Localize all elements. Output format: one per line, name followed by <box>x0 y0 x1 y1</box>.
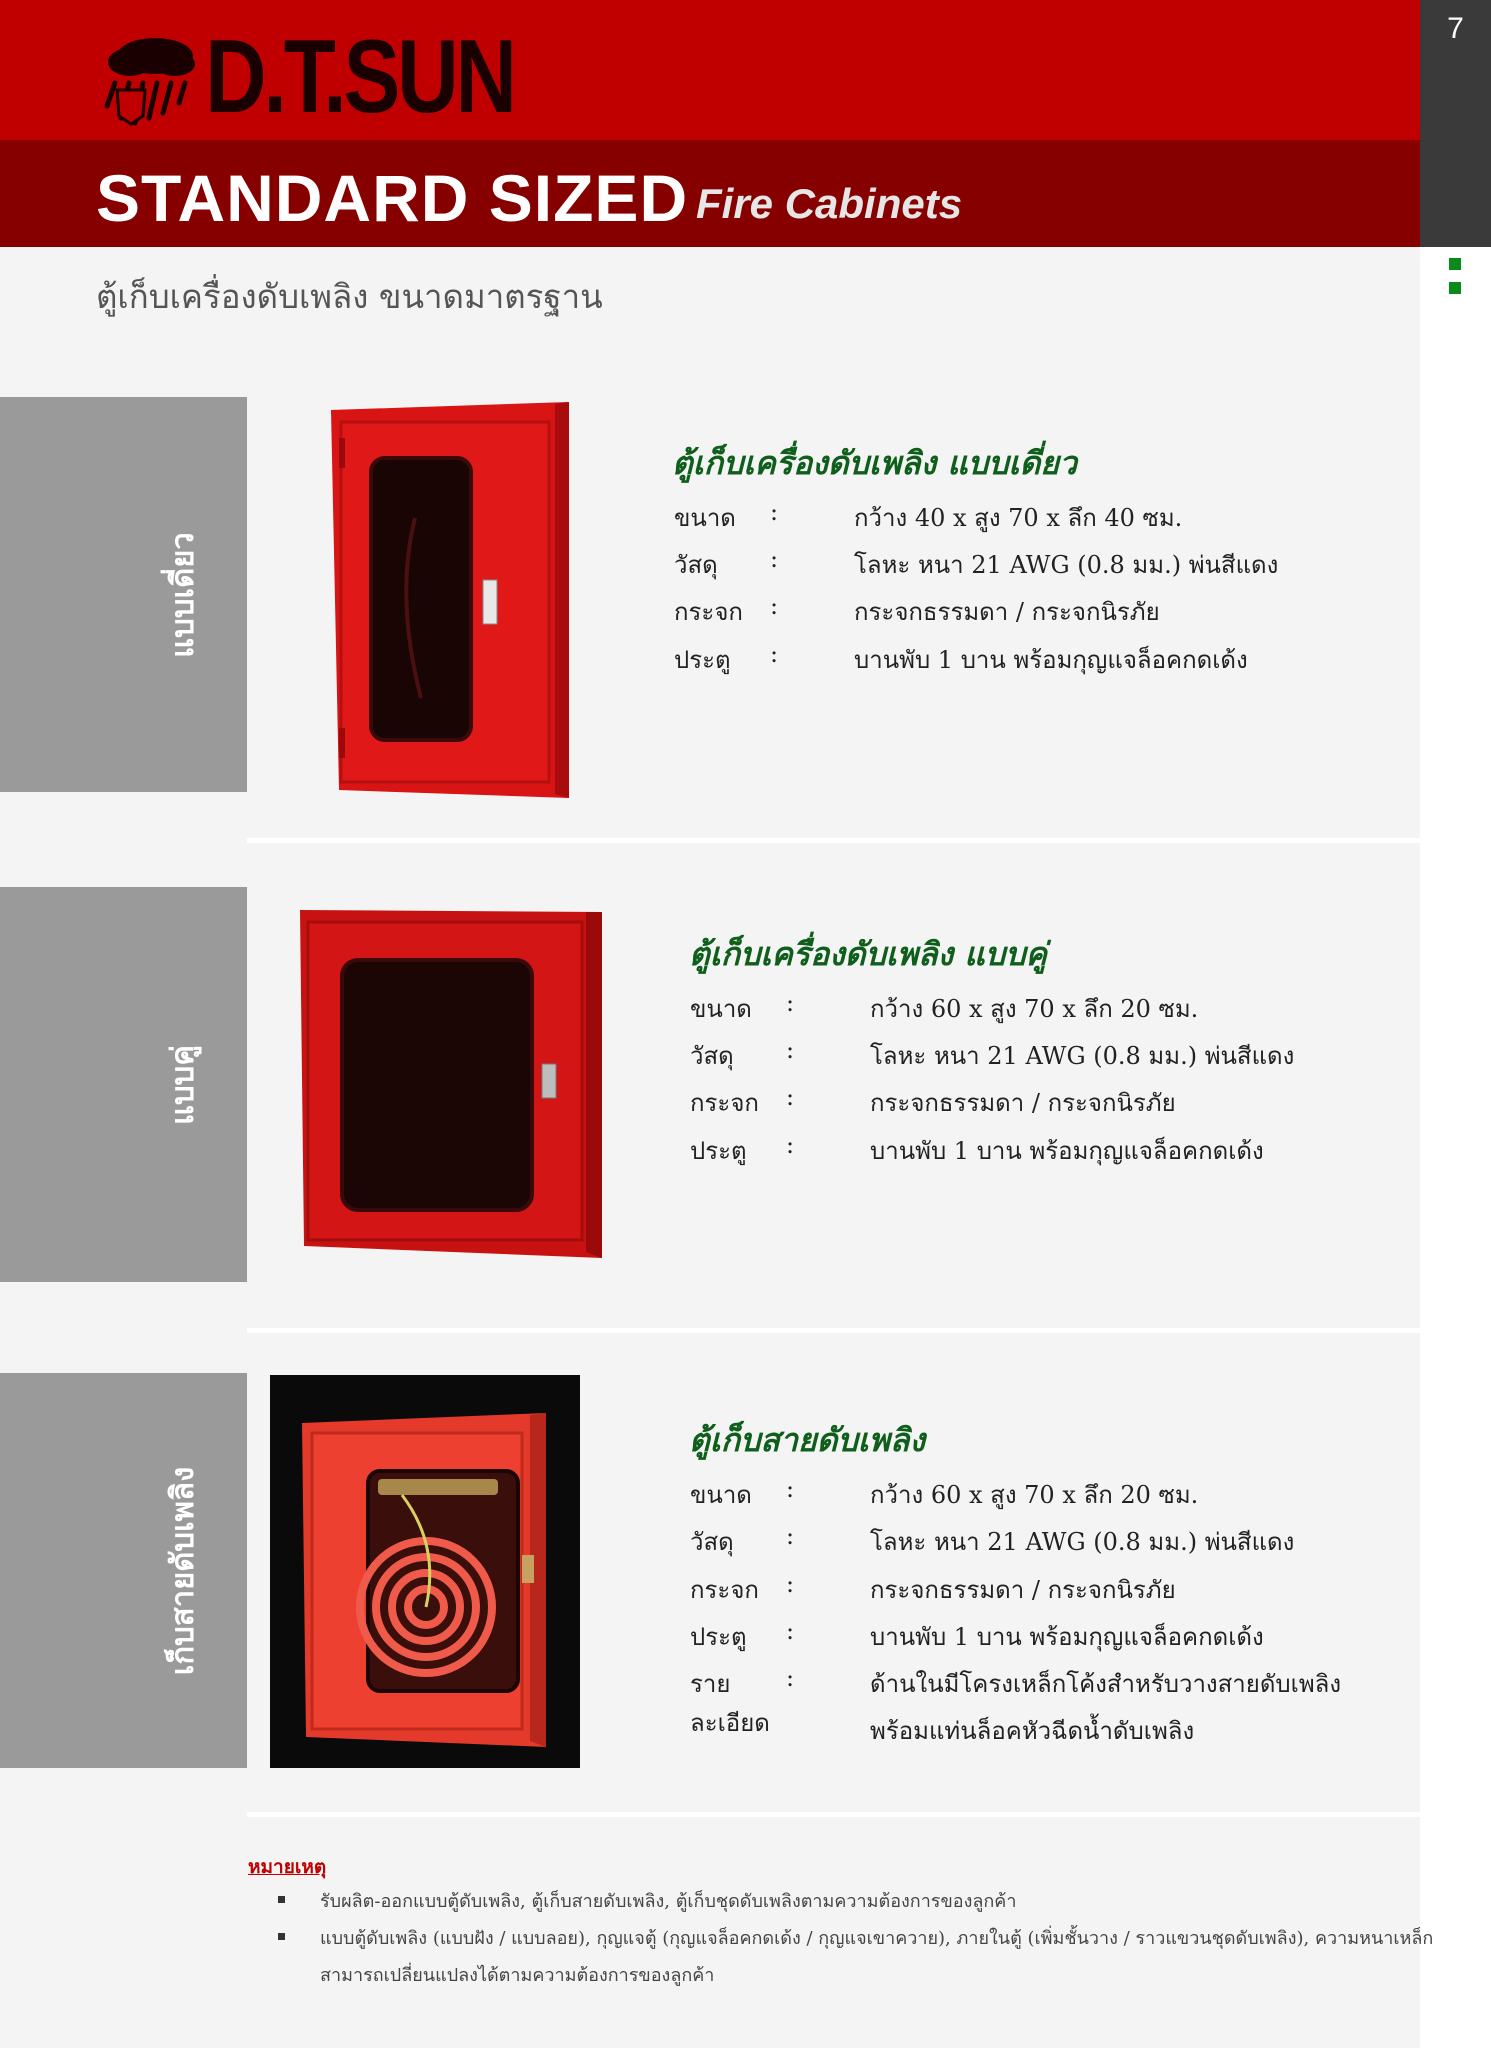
spec-value: โลหะ หนา 21 AWG (0.8 มม.) พ่นสีแดง <box>854 551 1279 579</box>
spec-label: รายละเอียด <box>690 1670 770 1737</box>
section-divider <box>247 1812 1420 1817</box>
spec-label: วัสดุ <box>690 1528 734 1556</box>
spec-value: โลหะ หนา 21 AWG (0.8 มม.) พ่นสีแดง <box>870 1528 1295 1556</box>
thai-subtitle: ตู้เก็บเครื่องดับเพลิง ขนาดมาตรฐาน <box>96 277 603 316</box>
side-tab-single <box>0 397 247 792</box>
notes-title: หมายเหตุ <box>248 1856 327 1878</box>
spec-value: กว้าง 40 x สูง 70 x ลึก 40 ซม. <box>854 504 1183 532</box>
spec-label: กระจก <box>690 1576 759 1604</box>
spec-colon: : <box>786 1617 795 1645</box>
fire-hose-cabinet-image <box>270 1375 580 1768</box>
page-subtitle: Fire Cabinets <box>696 180 963 227</box>
spec-label: ประตู <box>690 1137 747 1165</box>
section-divider <box>247 838 1420 843</box>
spec-value: บานพับ 1 บาน พร้อมกุญแจล็อคกดเด้ง <box>854 646 1248 674</box>
spec-value: โลหะ หนา 21 AWG (0.8 มม.) พ่นสีแดง <box>870 1042 1295 1070</box>
bullet-icon <box>278 1933 285 1940</box>
spec-colon: : <box>770 545 779 573</box>
side-tab-label: แบบเดี่ยว <box>165 531 201 658</box>
brand-logo <box>95 19 515 135</box>
note-item-continued: สามารถเปลี่ยนแปลงได้ตามความต้องการของลูกค้า <box>320 1965 715 1986</box>
spec-value: กระจกธรรมดา / กระจกนิรภัย <box>870 1576 1176 1604</box>
single-fire-cabinet-image <box>325 398 575 803</box>
green-marker-icon <box>1449 258 1461 270</box>
spec-label: ขนาด <box>690 995 752 1023</box>
side-tab-hose <box>0 1373 247 1768</box>
spec-value: กระจกธรรมดา / กระจกนิรภัย <box>854 598 1160 626</box>
double-fire-cabinet-image <box>296 906 606 1261</box>
product-title: ตู้เก็บเครื่องดับเพลิง แบบเดี่ยว <box>672 444 1077 482</box>
side-tab-double <box>0 887 247 1282</box>
note-item: รับผลิต-ออกแบบตู้ดับเพลิง, ตู้เก็บสายดับเพลิง, ตู้เก็บชุดดับเพลิงตามความต้องการของลูกค้า <box>320 1891 1017 1912</box>
spec-colon: : <box>770 498 779 526</box>
spec-value: บานพับ 1 บาน พร้อมกุญแจล็อคกดเด้ง <box>870 1623 1264 1651</box>
spec-colon: : <box>770 592 779 620</box>
spec-colon: : <box>786 1131 795 1159</box>
note-item: แบบตู้ดับเพลิง (แบบฝัง / แบบลอย), กุญแจตู้ (กุญแจล็อคกดเด้ง / กุญแจเขาควาย), ภายในตู้ (เพิ่มชั้นวาง / ราวแขวนชุดดับเพลิง), ความหนาเหล็ก <box>320 1928 1434 1949</box>
spec-label: ประตู <box>690 1623 747 1651</box>
spec-colon: : <box>770 640 779 668</box>
spec-colon: : <box>786 1475 795 1503</box>
spec-value: กระจกธรรมดา / กระจกนิรภัย <box>870 1089 1176 1117</box>
product-title: ตู้เก็บเครื่องดับเพลิง แบบคู่ <box>689 935 1047 973</box>
spec-value: กว้าง 60 x สูง 70 x ลึก 20 ซม. <box>870 1481 1199 1509</box>
spec-colon: : <box>786 1664 795 1692</box>
page-title: STANDARD SIZED <box>96 161 689 235</box>
spec-colon: : <box>786 1083 795 1111</box>
spec-colon: : <box>786 989 795 1017</box>
spec-colon: : <box>786 1036 795 1064</box>
spec-value: ด้านในมีโครงเหล็กโค้งสำหรับวางสายดับเพลิง <box>870 1670 1342 1698</box>
page-number: 7 <box>1447 12 1464 45</box>
right-margin-strip <box>1420 0 1491 2048</box>
spec-label: ประตู <box>674 646 731 674</box>
spec-colon: : <box>786 1522 795 1550</box>
spec-label: วัสดุ <box>690 1042 734 1070</box>
brand-wordmark: D.T.SUN <box>205 19 514 135</box>
green-marker-icon <box>1449 282 1461 294</box>
side-tab-label: แบบคู่ <box>165 1044 201 1125</box>
product-title: ตู้เก็บสายดับเพลิง <box>689 1421 926 1459</box>
spec-label: กระจก <box>674 598 743 626</box>
spec-label: วัสดุ <box>674 551 718 579</box>
side-tab-label: เก็บสายดับเพลิง <box>165 1466 201 1675</box>
spec-value: บานพับ 1 บาน พร้อมกุญแจล็อคกดเด้ง <box>870 1137 1264 1165</box>
spec-label: ขนาด <box>674 504 736 532</box>
spec-label: กระจก <box>690 1089 759 1117</box>
spec-colon: : <box>786 1570 795 1598</box>
bullet-icon <box>278 1896 285 1903</box>
section-divider <box>247 1328 1420 1333</box>
spec-value: กว้าง 60 x สูง 70 x ลึก 20 ซม. <box>870 995 1199 1023</box>
storm-cloud-shield-icon <box>95 28 205 128</box>
spec-label: ขนาด <box>690 1481 752 1509</box>
spec-value: พร้อมแท่นล็อคหัวฉีดน้ำดับเพลิง <box>870 1717 1195 1745</box>
